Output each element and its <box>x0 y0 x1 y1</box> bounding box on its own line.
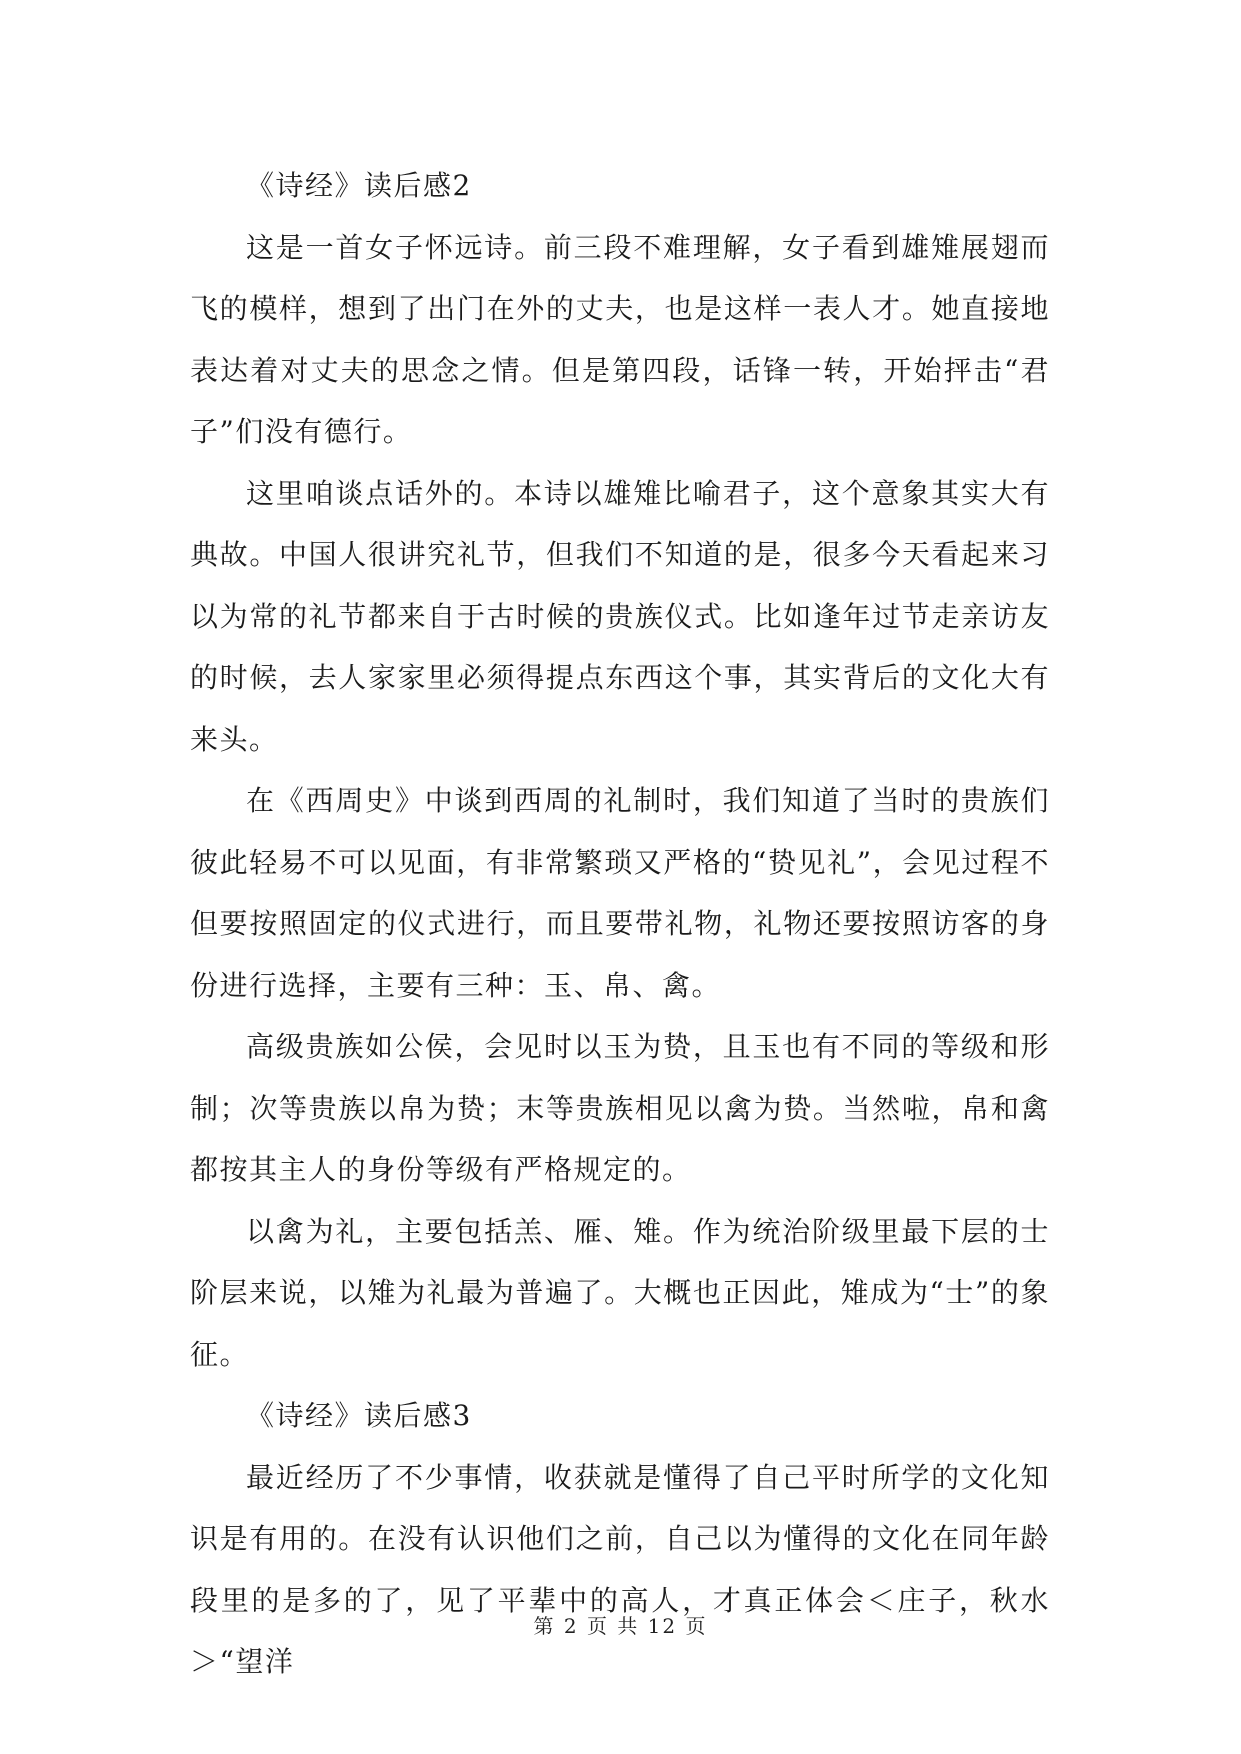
paragraph-2: 这里咱谈点话外的。本诗以雄雉比喻君子，这个意象其实大有典故。中国人很讲究礼节，但我们不知道的是，很多今天看起来习以为常的礼节都来自于古时候的贵族仪式。比如逢年过节走亲访友的时候，去人家家里必须得提点东西这个事，其实背后的文化大有来头。 <box>190 476 1050 756</box>
paragraph-6: 最近经历了不少事情，收获就是懂得了自己平时所学的文化知识是有用的。在没有认识他们之前，自己以为懂得的文化在同年龄段里的是多的了，见了平辈中的高人，才真正体会＜庄子，秋水＞“望洋 <box>190 1460 1050 1678</box>
document-body <box>190 155 1050 1693</box>
paragraph-5: 以禽为礼，主要包括羔、雁、雉。作为统治阶级里最下层的士阶层来说，以雉为礼最为普遍了。大概也正因此，雉成为“士”的象征。 <box>190 1214 1050 1371</box>
section-title-3: 《诗经》读后感3 <box>246 1399 472 1432</box>
page-number-footer: 第 2 页 共 12 页 <box>533 1614 708 1638</box>
paragraph-4: 高级贵族如公侯，会见时以玉为贽，且玉也有不同的等级和形制；次等贵族以帛为贽；末等贵族相见以禽为贽。当然啦，帛和禽都按其主人的身份等级有严格规定的。 <box>190 1030 1050 1186</box>
paragraph-3: 在《西周史》中谈到西周的礼制时，我们知道了当时的贵族们彼此轻易不可以见面，有非常繁琐又严格的“贽见礼”，会见过程不但要按照固定的仪式进行，而且要带礼物，礼物还要按照访客的身份进行选择，主要有三种：玉、帛、禽。 <box>190 784 1050 1002</box>
paragraph-1: 这是一首女子怀远诗。前三段不难理解，女子看到雄雉展翅而飞的模样，想到了出门在外的丈夫，也是这样一表人才。她直接地表达着对丈夫的思念之情。但是第四段，话锋一转，开始抨击“君子”们没有德行。 <box>190 230 1050 448</box>
section-title-2: 《诗经》读后感2 <box>246 169 472 202</box>
